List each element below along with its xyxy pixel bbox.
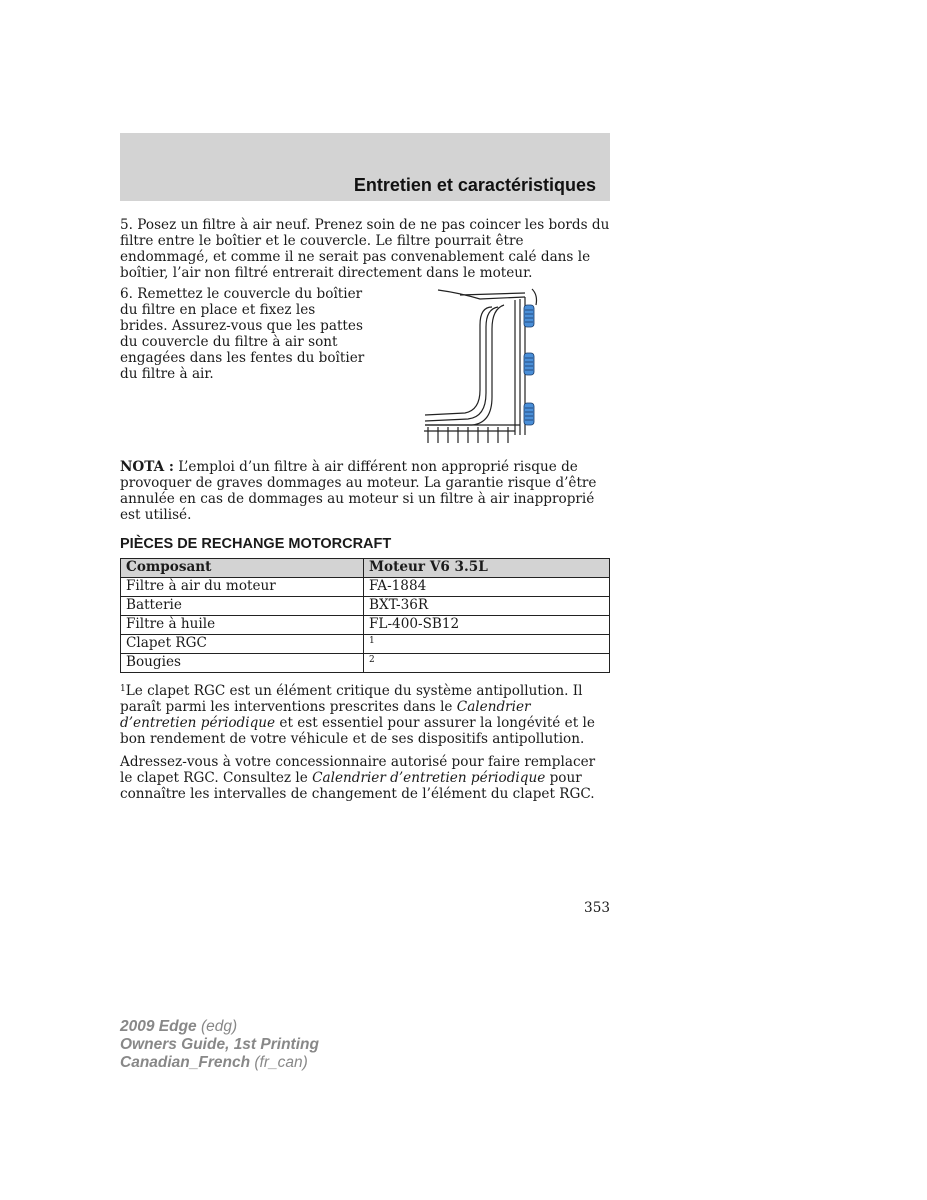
footnote-ref-2: 2 <box>369 655 375 665</box>
header-band <box>120 133 610 201</box>
advice-paragraph <box>120 754 610 802</box>
column-header-engine: Moteur V6 3.5L <box>364 559 610 578</box>
footnote-italic-ref: Calendrier d’entretien périodique <box>120 699 531 731</box>
note-paragraph <box>120 459 610 523</box>
air-filter-cover-illustration <box>420 285 550 445</box>
parts-heading: PIÈCES DE RECHANGE MOTORCRAFT <box>120 536 392 552</box>
table-row <box>121 616 610 635</box>
step-6-text: 6. Remettez le couvercle du boîtier du filtre en place et fixez les brides. Assurez-vous que les pattes du couvercle du filtre à air sont engagées dans les fentes du boîtier du filtre à air. <box>120 286 365 382</box>
clip-group <box>524 305 534 425</box>
footer-printing: Owners Guide, 1st Printing <box>120 1036 319 1053</box>
clip-middle-icon <box>524 353 534 375</box>
footer-model-code: (edg) <box>196 1018 238 1035</box>
component-cell: Filtre à huile <box>121 616 364 635</box>
advice-text-1: Adressez-vous à votre concessionnaire autorisé pour faire remplacer le clapet RGC. Consultez le <box>120 754 596 786</box>
footnote-paragraph <box>120 683 610 747</box>
part-number-cell <box>364 635 610 654</box>
part-number-cell: FA-1884 <box>364 578 610 597</box>
page-number: 353 <box>584 900 610 916</box>
page-title: Entretien et caractéristiques <box>353 175 596 195</box>
advice-italic-ref: Calendrier d’entretien périodique <box>312 770 546 786</box>
footer-model: 2009 Edge <box>120 1018 197 1035</box>
part-number-cell: FL-400-SB12 <box>364 616 610 635</box>
note-label: NOTA : <box>120 459 174 475</box>
component-cell: Bougies <box>121 654 364 673</box>
component-cell: Filtre à air du moteur <box>121 578 364 597</box>
footnote-text-1: Le clapet RGC est un élément critique du système antipollution. Il paraît parmi les interventions prescrites dans le <box>120 683 583 715</box>
table-row <box>121 597 610 616</box>
clip-top-icon <box>524 305 534 327</box>
step-5-text: 5. Posez un filtre à air neuf. Prenez soin de ne pas coincer les bords du filtre entre le boîtier et le couvercle. Le filtre pourrait être endommagé, et comme il ne serait pas convenablement calé dans le boîtier, l’air non filtré entrerait directement dans le moteur. <box>120 217 610 281</box>
footnote-mark: 1 <box>120 684 126 694</box>
footnote-ref-1: 1 <box>369 636 375 646</box>
column-header-component: Composant <box>121 559 364 578</box>
table-row <box>121 635 610 654</box>
advice-text-2: pour connaître les intervalles de changement de l’élément du clapet RGC. <box>120 770 595 802</box>
part-number-cell: BXT-36R <box>364 597 610 616</box>
part-number-cell <box>364 654 610 673</box>
parts-table <box>120 558 610 673</box>
table-header-row <box>121 559 610 578</box>
clip-bottom-icon <box>524 403 534 425</box>
table-row <box>121 578 610 597</box>
footer-language: Canadian_French <box>120 1054 251 1071</box>
component-cell: Clapet RGC <box>121 635 364 654</box>
table-row <box>121 654 610 673</box>
footnote-text-2: et est essentiel pour assurer la longévité et le bon rendement de votre véhicule et de ses dispositifs antipollution. <box>120 715 595 747</box>
print-footer <box>120 1018 319 1072</box>
footer-language-code: (fr_can) <box>250 1054 308 1071</box>
component-cell: Batterie <box>121 597 364 616</box>
note-text: L’emploi d’un filtre à air différent non approprié risque de provoquer de graves dommages au moteur. La garantie risque d’être annulée en cas de dommages au moteur si un filtre à air inapproprié est utilisé. <box>120 459 597 523</box>
